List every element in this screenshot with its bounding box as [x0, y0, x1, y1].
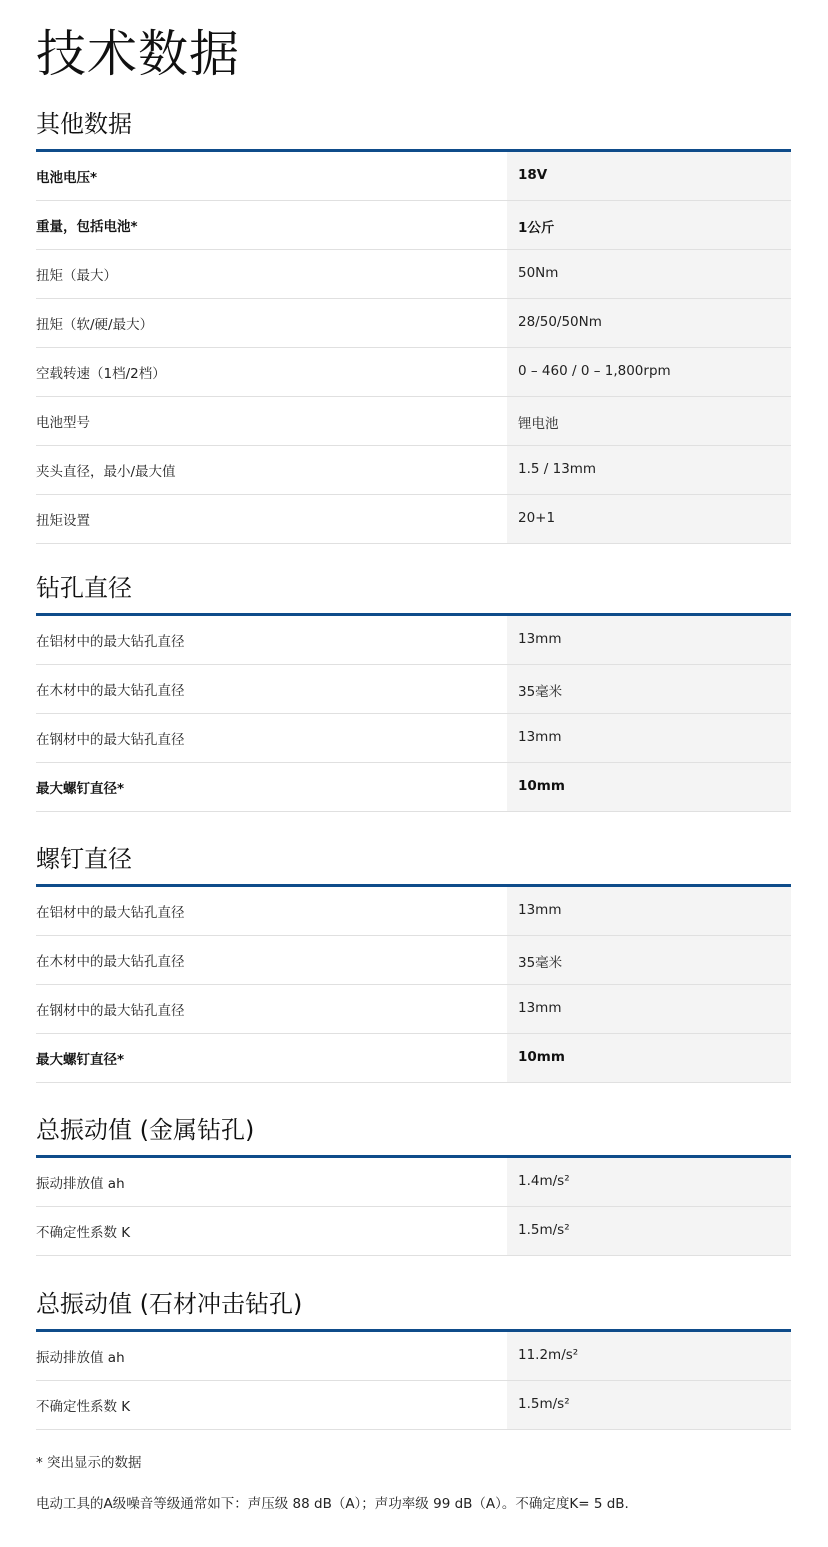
spec-row [36, 1207, 791, 1256]
spec-label: 最大螺钉直径* [36, 1052, 125, 1068]
spec-row [36, 299, 791, 348]
spec-row [36, 250, 791, 299]
spec-label: 扭矩设置 [36, 513, 90, 529]
spec-label: 振动排放值 ah [36, 1350, 125, 1366]
spec-row [36, 348, 791, 397]
section-other-data [36, 108, 791, 544]
spec-row [36, 152, 791, 201]
spec-row [36, 1158, 791, 1207]
spec-value: 35毫米 [507, 665, 791, 713]
spec-label: 振动排放值 ah [36, 1176, 125, 1192]
spec-row [36, 495, 791, 544]
spec-value: 28/50/50Nm [507, 299, 791, 347]
spec-label: 在钢材中的最大钻孔直径 [36, 1003, 185, 1019]
spec-value: 1公斤 [507, 201, 791, 249]
spec-value: 10mm [507, 1034, 791, 1082]
spec-value: 1.5m/s² [507, 1207, 791, 1255]
spec-label: 空载转速（1档/2档） [36, 366, 166, 382]
spec-label: 重量，包括电池* [36, 219, 138, 235]
spec-value: 13mm [507, 985, 791, 1033]
spec-label: 扭矩（最大） [36, 268, 117, 284]
spec-row [36, 714, 791, 763]
noise-note: 电动工具的A级噪音等级通常如下：声压级 88 dB（A）；声功率级 99 dB（A）。不确定度K= 5 dB. [36, 1496, 629, 1512]
spec-label: 在铝材中的最大钻孔直径 [36, 905, 185, 921]
spec-label: 在铝材中的最大钻孔直径 [36, 634, 185, 650]
footnote: * 突出显示的数据 [36, 1455, 142, 1471]
spec-label: 不确定性系数 K [36, 1399, 131, 1415]
spec-value: 0 – 460 / 0 – 1,800rpm [507, 348, 791, 396]
section-screw-diameter [36, 843, 791, 1083]
spec-row [36, 397, 791, 446]
section-vibration-masonry [36, 1288, 791, 1430]
section-title: 钻孔直径 [36, 574, 132, 602]
spec-value: 11.2m/s² [507, 1332, 791, 1380]
spec-label: 不确定性系数 K [36, 1225, 131, 1241]
spec-row [36, 985, 791, 1034]
spec-label: 扭矩（软/硬/最大） [36, 317, 154, 333]
spec-value: 13mm [507, 887, 791, 935]
spec-row [36, 1034, 791, 1083]
spec-row [36, 665, 791, 714]
spec-row [36, 616, 791, 665]
spec-value: 20+1 [507, 495, 791, 543]
spec-value: 18V [507, 152, 791, 200]
spec-row [36, 201, 791, 250]
spec-value: 35毫米 [507, 936, 791, 984]
spec-value: 1.5m/s² [507, 1381, 791, 1429]
section-drilling-diameter [36, 572, 791, 812]
section-title: 总振动值 (石材冲击钻孔) [36, 1290, 303, 1318]
spec-label: 电池型号 [36, 415, 90, 431]
spec-row [36, 446, 791, 495]
spec-value: 1.5 / 13mm [507, 446, 791, 494]
spec-value: 10mm [507, 763, 791, 811]
spec-row [36, 887, 791, 936]
section-vibration-metal [36, 1114, 791, 1256]
section-title: 其他数据 [36, 110, 132, 138]
page-title: 技术数据 [36, 25, 240, 83]
spec-row [36, 763, 791, 812]
spec-value: 13mm [507, 616, 791, 664]
spec-label: 在木材中的最大钻孔直径 [36, 954, 185, 970]
section-title: 总振动值 (金属钻孔) [36, 1116, 255, 1144]
spec-label: 在木材中的最大钻孔直径 [36, 683, 185, 699]
spec-value: 13mm [507, 714, 791, 762]
spec-value: 锂电池 [507, 397, 791, 445]
spec-label: 夹头直径，最小/最大值 [36, 464, 176, 480]
spec-value: 50Nm [507, 250, 791, 298]
spec-label: 在钢材中的最大钻孔直径 [36, 732, 185, 748]
spec-value: 1.4m/s² [507, 1158, 791, 1206]
spec-row [36, 936, 791, 985]
spec-row [36, 1332, 791, 1381]
spec-label: 电池电压* [36, 170, 98, 186]
section-title: 螺钉直径 [36, 845, 132, 873]
spec-row [36, 1381, 791, 1430]
spec-label: 最大螺钉直径* [36, 781, 125, 797]
